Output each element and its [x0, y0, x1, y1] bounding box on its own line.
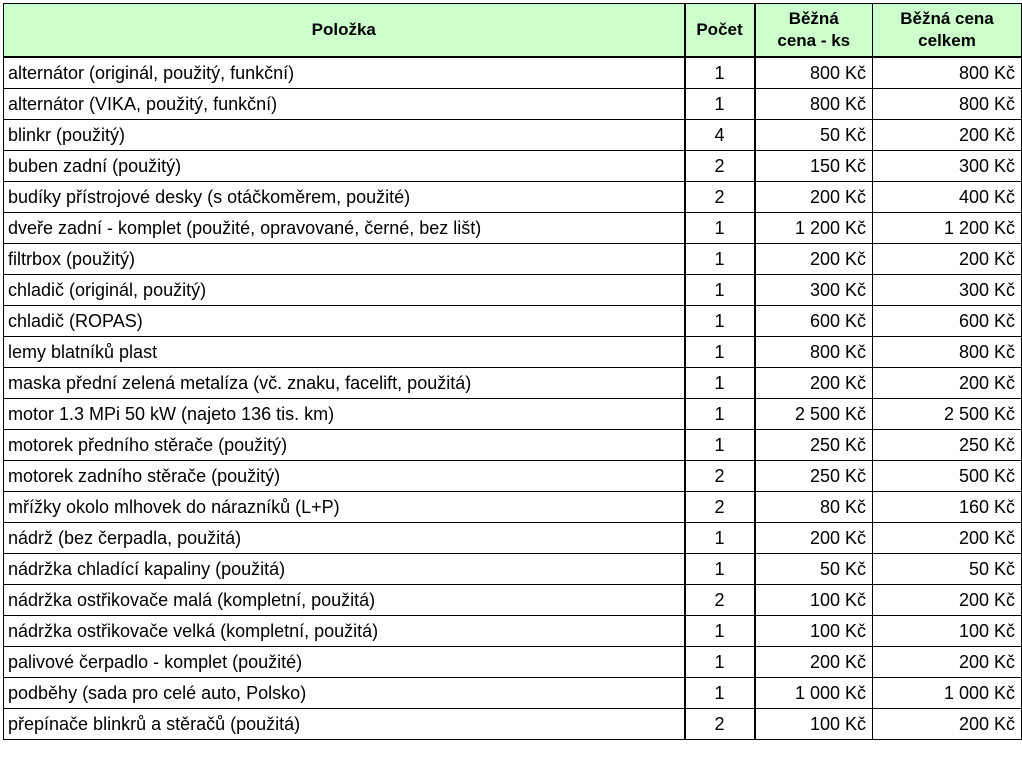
cell-total-price: 200 Kč	[873, 368, 1022, 399]
table-row	[4, 461, 1022, 492]
cell-unit-price: 200 Kč	[755, 368, 873, 399]
table-row	[4, 523, 1022, 554]
table-header-row	[4, 4, 1022, 58]
cell-unit-price: 200 Kč	[755, 647, 873, 678]
cell-item: buben zadní (použitý)	[4, 151, 685, 182]
cell-item: motorek předního stěrače (použitý)	[4, 430, 685, 461]
cell-count: 1	[685, 337, 755, 368]
cell-item: motorek zadního stěrače (použitý)	[4, 461, 685, 492]
table-row	[4, 57, 1022, 89]
table-row	[4, 306, 1022, 337]
cell-total-price: 100 Kč	[873, 616, 1022, 647]
cell-unit-price: 200 Kč	[755, 182, 873, 213]
cell-total-price: 400 Kč	[873, 182, 1022, 213]
cell-count: 1	[685, 647, 755, 678]
cell-item: alternátor (VIKA, použitý, funkční)	[4, 89, 685, 120]
cell-item: palivové čerpadlo - komplet (použité)	[4, 647, 685, 678]
cell-count: 1	[685, 554, 755, 585]
cell-item: maska přední zelená metalíza (vč. znaku, facelift, použitá)	[4, 368, 685, 399]
cell-total-price: 800 Kč	[873, 337, 1022, 368]
table-row	[4, 275, 1022, 306]
cell-total-price: 300 Kč	[873, 275, 1022, 306]
cell-item: blinkr (použitý)	[4, 120, 685, 151]
table-row	[4, 120, 1022, 151]
cell-unit-price: 100 Kč	[755, 616, 873, 647]
cell-unit-price: 800 Kč	[755, 57, 873, 89]
table-row	[4, 616, 1022, 647]
header-unit-price	[755, 4, 873, 58]
header-total-price-line1: Běžná cena	[900, 9, 994, 28]
cell-count: 1	[685, 89, 755, 120]
cell-unit-price: 80 Kč	[755, 492, 873, 523]
table-row	[4, 213, 1022, 244]
cell-unit-price: 150 Kč	[755, 151, 873, 182]
table-row	[4, 182, 1022, 213]
cell-total-price: 2 500 Kč	[873, 399, 1022, 430]
cell-count: 2	[685, 709, 755, 740]
table-row	[4, 368, 1022, 399]
cell-count: 1	[685, 523, 755, 554]
header-total-price-line2: celkem	[918, 31, 976, 50]
table-row	[4, 585, 1022, 616]
cell-unit-price: 50 Kč	[755, 120, 873, 151]
cell-item: lemy blatníků plast	[4, 337, 685, 368]
cell-count: 2	[685, 151, 755, 182]
cell-unit-price: 50 Kč	[755, 554, 873, 585]
cell-count: 2	[685, 182, 755, 213]
table-row	[4, 89, 1022, 120]
cell-unit-price: 600 Kč	[755, 306, 873, 337]
table-row	[4, 337, 1022, 368]
cell-total-price: 800 Kč	[873, 57, 1022, 89]
cell-unit-price: 300 Kč	[755, 275, 873, 306]
table-row	[4, 554, 1022, 585]
cell-item: nádržka ostřikovače malá (kompletní, použitá)	[4, 585, 685, 616]
cell-unit-price: 800 Kč	[755, 337, 873, 368]
cell-total-price: 300 Kč	[873, 151, 1022, 182]
header-count: Počet	[685, 4, 755, 58]
header-unit-price-line2: cena - ks	[777, 31, 851, 50]
cell-total-price: 200 Kč	[873, 244, 1022, 275]
table-row	[4, 430, 1022, 461]
cell-count: 1	[685, 244, 755, 275]
cell-item: chladič (ROPAS)	[4, 306, 685, 337]
cell-count: 1	[685, 275, 755, 306]
cell-item: nádržka chladící kapaliny (použitá)	[4, 554, 685, 585]
cell-count: 2	[685, 461, 755, 492]
cell-count: 1	[685, 430, 755, 461]
cell-total-price: 160 Kč	[873, 492, 1022, 523]
cell-item: nádržka ostřikovače velká (kompletní, použitá)	[4, 616, 685, 647]
table-row	[4, 399, 1022, 430]
cell-item: mřížky okolo mlhovek do nárazníků (L+P)	[4, 492, 685, 523]
cell-item: podběhy (sada pro celé auto, Polsko)	[4, 678, 685, 709]
cell-total-price: 500 Kč	[873, 461, 1022, 492]
cell-count: 1	[685, 399, 755, 430]
cell-item: přepínače blinkrů a stěračů (použitá)	[4, 709, 685, 740]
cell-total-price: 200 Kč	[873, 585, 1022, 616]
cell-total-price: 200 Kč	[873, 523, 1022, 554]
table-body	[4, 57, 1022, 740]
cell-unit-price: 2 500 Kč	[755, 399, 873, 430]
cell-total-price: 1 000 Kč	[873, 678, 1022, 709]
cell-count: 1	[685, 213, 755, 244]
table-row	[4, 709, 1022, 740]
cell-count: 1	[685, 306, 755, 337]
cell-unit-price: 800 Kč	[755, 89, 873, 120]
cell-item: alternátor (originál, použitý, funkční)	[4, 57, 685, 89]
cell-total-price: 600 Kč	[873, 306, 1022, 337]
cell-item: budíky přístrojové desky (s otáčkoměrem, použité)	[4, 182, 685, 213]
cell-count: 2	[685, 585, 755, 616]
cell-unit-price: 100 Kč	[755, 585, 873, 616]
table-row	[4, 151, 1022, 182]
cell-unit-price: 200 Kč	[755, 523, 873, 554]
cell-total-price: 200 Kč	[873, 647, 1022, 678]
cell-count: 1	[685, 368, 755, 399]
table-row	[4, 647, 1022, 678]
cell-total-price: 800 Kč	[873, 89, 1022, 120]
cell-total-price: 250 Kč	[873, 430, 1022, 461]
cell-unit-price: 1 000 Kč	[755, 678, 873, 709]
cell-unit-price: 1 200 Kč	[755, 213, 873, 244]
cell-item: filtrbox (použitý)	[4, 244, 685, 275]
cell-total-price: 50 Kč	[873, 554, 1022, 585]
cell-item: dveře zadní - komplet (použité, opravované, černé, bez lišt)	[4, 213, 685, 244]
cell-total-price: 1 200 Kč	[873, 213, 1022, 244]
cell-unit-price: 200 Kč	[755, 244, 873, 275]
cell-item: nádrž (bez čerpadla, použitá)	[4, 523, 685, 554]
cell-count: 2	[685, 492, 755, 523]
cell-total-price: 200 Kč	[873, 709, 1022, 740]
cell-unit-price: 100 Kč	[755, 709, 873, 740]
table-row	[4, 244, 1022, 275]
cell-count: 1	[685, 678, 755, 709]
cell-unit-price: 250 Kč	[755, 461, 873, 492]
cell-count: 1	[685, 57, 755, 89]
cell-item: motor 1.3 MPi 50 kW (najeto 136 tis. km)	[4, 399, 685, 430]
cell-item: chladič (originál, použitý)	[4, 275, 685, 306]
header-total-price	[873, 4, 1022, 58]
cell-count: 4	[685, 120, 755, 151]
table-row	[4, 492, 1022, 523]
cell-total-price: 200 Kč	[873, 120, 1022, 151]
table-row	[4, 678, 1022, 709]
header-item: Položka	[4, 4, 685, 58]
header-unit-price-line1: Běžná	[788, 9, 839, 28]
parts-price-table	[3, 3, 1022, 740]
cell-unit-price: 250 Kč	[755, 430, 873, 461]
cell-count: 1	[685, 616, 755, 647]
